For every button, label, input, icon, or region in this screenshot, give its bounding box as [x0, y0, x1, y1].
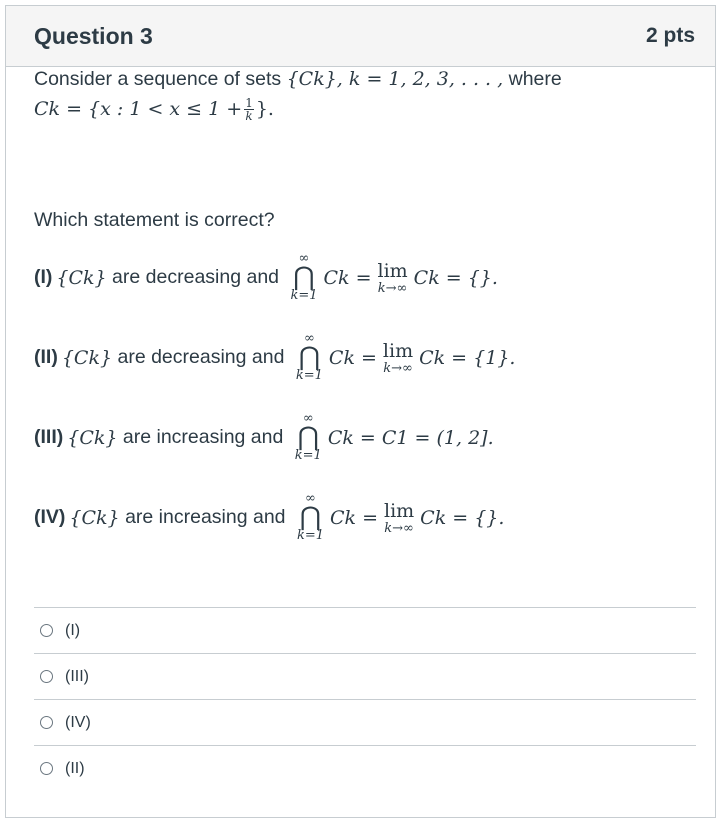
statement-iii: (III) {Ck} are increasing and ∞ ⋂ k=1 Ck = C1 = (1, 2].	[34, 411, 494, 463]
statement-label: (IV)	[34, 506, 66, 528]
intersection-operator: ∞ ⋂ k=1	[296, 491, 324, 543]
question-header	[6, 6, 715, 67]
answer-label: (I)	[65, 621, 81, 639]
statement-label: (I)	[34, 266, 53, 288]
fraction-one-over-k: $\frac{1}{k}$	[245, 96, 253, 124]
ck-definition-right: }.	[255, 98, 274, 120]
intersection-operator: ∞ ⋂ k=1	[294, 411, 322, 463]
question-points: 2 pts	[645, 24, 695, 47]
answer-option-iv[interactable]	[34, 699, 696, 745]
radio-button[interactable]	[40, 716, 53, 729]
answer-option-ii[interactable]	[34, 745, 696, 791]
answer-label: (II)	[65, 759, 85, 777]
ck-definition-left: Ck = {x : 1 < x ≤ 1 +	[34, 98, 243, 120]
answer-label: (IV)	[65, 713, 91, 731]
statement-set: {Ck}	[69, 506, 120, 529]
statement-i: (I) {Ck} are decreasing and ∞ ⋂ k=1 Ck = lim k→∞ Ck = {}.	[34, 251, 498, 303]
statement-set: {Ck}	[67, 426, 118, 449]
intersection-operator: ∞ ⋂ k=1	[295, 331, 323, 383]
statement-label: (III)	[34, 426, 64, 448]
statement-set: {Ck}	[61, 346, 113, 369]
question-intro	[34, 64, 562, 124]
question-title: Question 3	[34, 22, 153, 49]
limit-operator: lim k→∞	[384, 499, 415, 536]
radio-button[interactable]	[40, 762, 53, 775]
limit-operator: lim k→∞	[382, 339, 414, 376]
intro-line-2	[34, 94, 562, 124]
statement-iv: (IV) {Ck} are increasing and ∞ ⋂ k=1 Ck = lim k→∞ Ck = {}.	[34, 491, 505, 543]
intro-line-1: Consider a sequence of sets {Ck}, k = 1, 2, 3, . . . , where	[34, 68, 562, 90]
answer-list	[34, 607, 696, 791]
radio-button[interactable]	[40, 670, 53, 683]
answer-option-i[interactable]	[34, 607, 696, 653]
question-prompt: Which statement is correct?	[34, 209, 275, 231]
sets-expression: {Ck}, k = 1, 2, 3, . . . ,	[286, 68, 504, 90]
radio-button[interactable]	[40, 624, 53, 637]
answer-label: (III)	[65, 667, 89, 685]
intersection-operator: ∞ ⋂ k=1	[290, 251, 318, 303]
question-card	[5, 5, 716, 818]
statement-label: (II)	[34, 346, 58, 368]
statement-set: {Ck}	[56, 266, 107, 289]
statement-ii: (II) {Ck} are decreasing and ∞ ⋂ k=1 Ck = lim k→∞ Ck = {1}.	[34, 331, 516, 383]
limit-operator: lim k→∞	[377, 259, 408, 296]
answer-option-iii[interactable]	[34, 653, 696, 699]
